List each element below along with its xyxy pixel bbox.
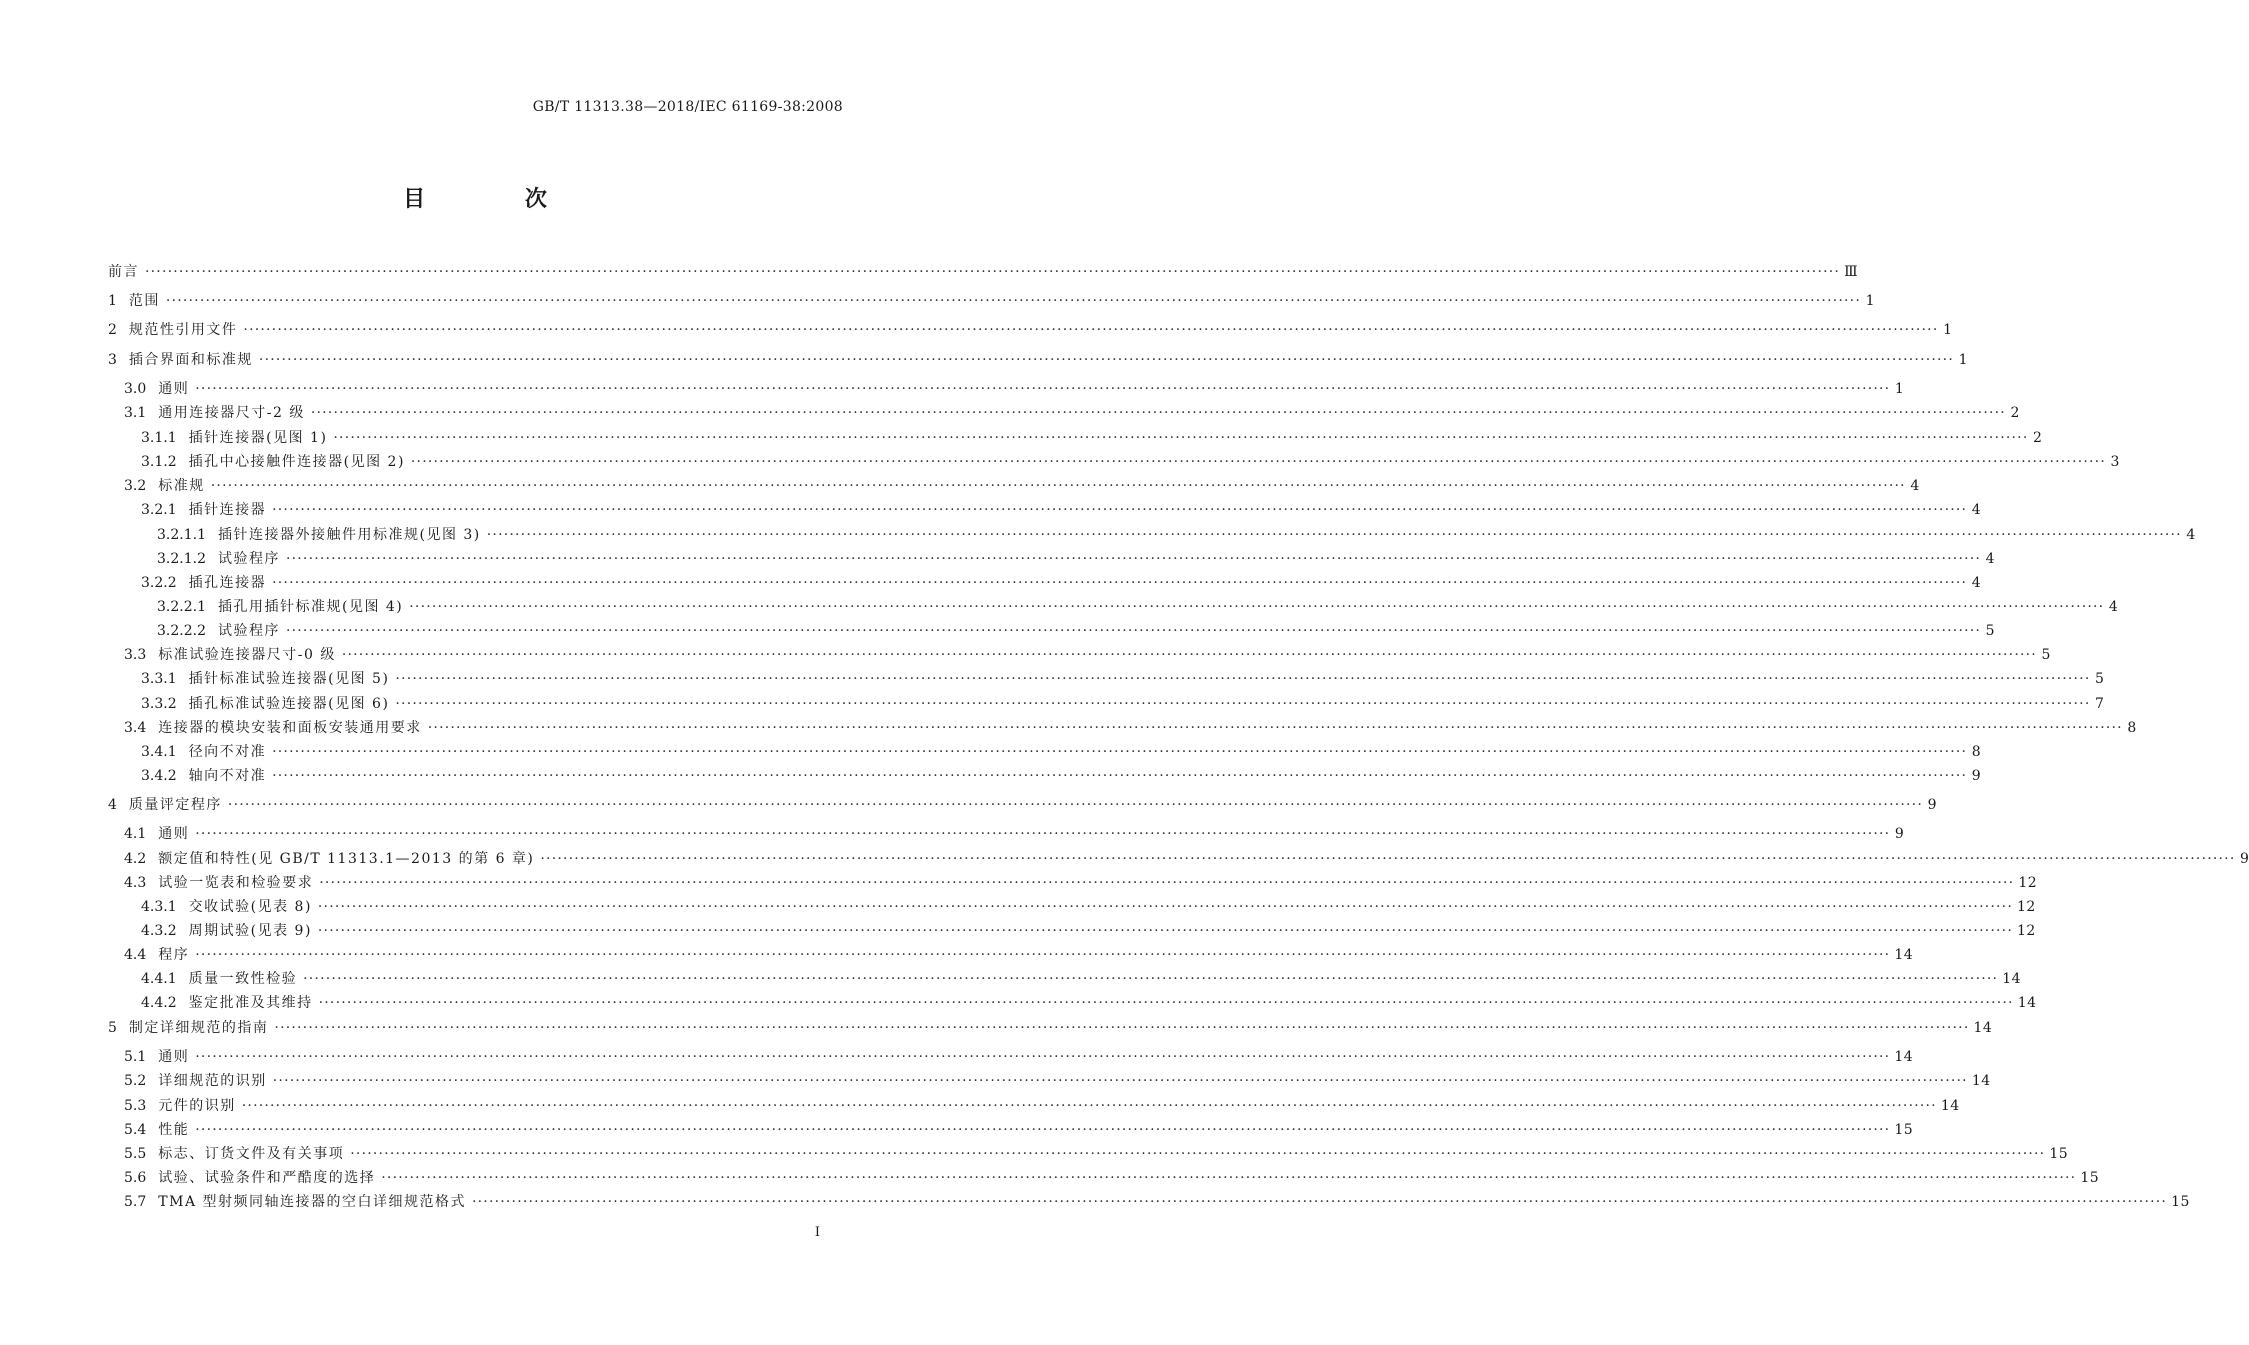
toc-entry-title: 制定详细规范的指南 <box>128 1020 269 1036</box>
toc-entry-title: 插针连接器外接触件用标准规(见图 3) <box>217 527 481 543</box>
toc-entry-page: 15 <box>2171 1194 2190 1210</box>
toc-entry[interactable] <box>141 969 2022 989</box>
toc-entry-number: 3.2.2.2 <box>157 623 206 639</box>
toc-entry-title: 规范性引用文件 <box>128 322 238 338</box>
toc-entry-number: 4.3.2 <box>141 923 177 939</box>
dot-leader: ············································································································································································································································································································ <box>258 352 1954 368</box>
toc-entry-number: 3.3.1 <box>141 671 177 687</box>
toc-entry[interactable] <box>157 549 1996 569</box>
dot-leader: ············································································································································································································································································································ <box>317 923 2013 939</box>
toc-entry-number: 3.2.1.2 <box>157 551 206 567</box>
toc-entry-title: 插孔中心接触件连接器(见图 2) <box>188 454 405 470</box>
dot-leader: ············································································································································································································································································································ <box>472 1194 2168 1210</box>
dot-leader: ············································································································································································································································································································ <box>195 381 1891 397</box>
toc-entry-number: 3.3 <box>124 647 147 663</box>
toc-entry-title: 插孔用插针标准规(见图 4) <box>217 599 404 615</box>
toc-entry-number: 3.4 <box>124 720 147 736</box>
dot-leader: ············································································································································································································································································································ <box>195 1049 1891 1065</box>
toc-entry-title: 质量评定程序 <box>128 797 222 813</box>
dot-leader: ············································································································································································································································································································ <box>333 430 2029 446</box>
toc-entry[interactable] <box>108 795 1937 815</box>
toc-entry-title: 试验一览表和检验要求 <box>158 875 314 891</box>
dot-leader: ············································································································································································································································································································ <box>195 947 1891 963</box>
dot-leader: ············································································································································································································································································································ <box>274 1020 1970 1036</box>
toc-entry-number: 5.1 <box>124 1049 147 1065</box>
toc-entry-number: 3 <box>108 352 117 368</box>
toc-entry-page: 14 <box>1894 947 1914 963</box>
toc-entry-title: 径向不对准 <box>188 744 267 760</box>
toc-entry-page: 14 <box>1894 1049 1914 1065</box>
toc-entry[interactable] <box>124 1120 1914 1140</box>
toc-entry-number: 3.2.1.1 <box>157 527 206 543</box>
toc-entry-title: 通则 <box>158 826 190 842</box>
page-title: 目 次 <box>403 186 593 212</box>
toc-entry[interactable] <box>124 1096 1960 1116</box>
toc-entry[interactable] <box>141 428 2043 448</box>
toc-entry-page: 14 <box>1973 1020 1993 1036</box>
toc-entry-number: 3.2.2 <box>141 575 177 591</box>
toc-entry-title: 通用连接器尺寸-2 级 <box>158 405 305 421</box>
toc-entry-page: 7 <box>2095 696 2105 712</box>
toc-entry-number: 1 <box>108 293 117 309</box>
toc-entry[interactable] <box>124 1071 1991 1091</box>
dot-leader: ············································································································································································································································································································ <box>195 826 1891 842</box>
toc-entry-page: Ⅲ <box>1844 264 1859 280</box>
toc-entry-number: 3.1.1 <box>141 430 177 446</box>
toc-entry-title: 插孔连接器 <box>188 575 267 591</box>
dot-leader: ············································································································································································································································································································ <box>195 1122 1891 1138</box>
dot-leader: ············································································································································································································································································································ <box>243 322 1939 338</box>
dot-leader: ············································································································································································································································································································ <box>285 551 1982 567</box>
toc-entry-page: 2 <box>2010 405 2020 421</box>
toc-entry-number: 3.2.2.1 <box>157 599 206 615</box>
dot-leader: ············································································································································································································································································································ <box>272 744 1968 760</box>
toc-entry-number: 3.0 <box>124 381 147 397</box>
toc-entry-page: 15 <box>2080 1170 2100 1186</box>
toc-entry-title: 标准规 <box>158 478 205 494</box>
dot-leader: ············································································································································································································································································································ <box>540 851 2236 867</box>
toc-entry-title: 插孔标准试验连接器(见图 6) <box>188 696 390 712</box>
toc-entry-number: 5.6 <box>124 1170 147 1186</box>
dot-leader: ············································································································································································································································································································ <box>381 1170 2077 1186</box>
toc-entry-page: 12 <box>2016 923 2036 939</box>
toc-entry[interactable] <box>124 379 1905 399</box>
toc-entry-page: 4 <box>1971 502 1982 518</box>
toc-entry-title: 标志、订货文件及有关事项 <box>158 1146 345 1162</box>
toc-entry-page: 1 <box>1958 352 1968 368</box>
toc-entry-title: 程序 <box>158 947 190 963</box>
toc-entry-title: 插针连接器(见图 1) <box>188 430 328 446</box>
toc-entry[interactable] <box>124 403 2020 423</box>
toc-entry-title: 插针连接器 <box>188 502 267 518</box>
toc-entry[interactable] <box>124 824 1905 844</box>
toc-entry-title: 交收试验(见表 8) <box>188 899 312 915</box>
toc-entry[interactable] <box>124 1192 2190 1212</box>
toc-entry[interactable] <box>108 291 1875 311</box>
toc-entry-number: 4.4.1 <box>141 971 177 987</box>
toc-entry[interactable] <box>124 849 2249 869</box>
toc-entry[interactable] <box>141 742 1982 762</box>
toc-entry-title: 试验程序 <box>217 623 280 639</box>
toc-entry[interactable] <box>141 452 2120 472</box>
toc-entry-title: 轴向不对准 <box>188 768 267 784</box>
toc-entry[interactable] <box>108 350 1968 370</box>
dot-leader: ············································································································································································································································································································ <box>241 1098 1937 1114</box>
toc-entry[interactable] <box>157 597 2119 617</box>
toc-entry-title: 额定值和特性(见 GB/T 11313.1—2013 的第 6 章) <box>158 851 535 867</box>
dot-leader: ············································································································································································································································································································ <box>318 995 2014 1011</box>
toc-entry-title: 标准试验连接器尺寸-0 级 <box>158 647 336 663</box>
toc-entry-page: 4 <box>1910 478 1920 494</box>
toc-entry-page: 5 <box>1985 623 1996 639</box>
dot-leader: ············································································································································································································································································································ <box>341 647 2037 663</box>
toc-entry-page: 1 <box>1894 381 1905 397</box>
document-number-header <box>533 99 843 115</box>
toc-entry-number: 4.1 <box>124 826 147 842</box>
toc-entry-page: 14 <box>1940 1098 1960 1114</box>
toc-entry[interactable] <box>124 873 2038 893</box>
dot-leader: ············································································································································································································································································································ <box>427 720 2123 736</box>
toc-entry-page: 15 <box>1894 1122 1914 1138</box>
toc-entry-title: 插合界面和标准规 <box>128 352 253 368</box>
dot-leader: ············································································································································································································································································································ <box>210 478 1906 494</box>
toc-entry[interactable] <box>141 921 2036 941</box>
dot-leader: ············································································································································································································································································································ <box>272 502 1968 518</box>
toc-entry-page: 4 <box>1971 575 1982 591</box>
toc-entry-page: 5 <box>2095 671 2105 687</box>
dot-leader: ············································································································································································································································································································ <box>227 797 1923 813</box>
toc-entry-page: 8 <box>1971 744 1982 760</box>
toc-entry[interactable] <box>141 993 2037 1013</box>
toc-entry-page: 14 <box>2002 971 2022 987</box>
dot-leader: ············································································································································································································································································································ <box>317 899 2013 915</box>
dot-leader: ············································································································································································································································································································ <box>303 971 1999 987</box>
dot-leader: ············································································································································································································································································································ <box>486 527 2182 543</box>
toc-entry[interactable] <box>141 897 2036 917</box>
dot-leader: ············································································································································································································································································································ <box>410 454 2106 470</box>
toc-entry[interactable] <box>108 262 1859 282</box>
toc-entry-page: 3 <box>2110 454 2120 470</box>
toc-entry-page: 4 <box>1985 551 1996 567</box>
toc-entry[interactable] <box>141 500 1982 520</box>
toc-entry-number: 4.4 <box>124 947 147 963</box>
toc-entry-number: 4.4.2 <box>141 995 177 1011</box>
dot-leader: ············································································································································································································································································································ <box>319 875 2015 891</box>
dot-leader: ············································································································································································································································································································ <box>285 623 1982 639</box>
toc-entry[interactable] <box>124 476 1920 496</box>
toc-entry-number: 3.3.2 <box>141 696 177 712</box>
toc-entry-title: TMA 型射频同轴连接器的空白详细规范格式 <box>158 1194 466 1210</box>
toc-entry-number: 5.2 <box>124 1073 147 1089</box>
dot-leader: ············································································································································································································································································································ <box>350 1146 2046 1162</box>
toc-entry-page: 9 <box>1971 768 1982 784</box>
toc-entry[interactable] <box>141 694 2105 714</box>
toc-entry-number: 3.1 <box>124 405 147 421</box>
toc-entry-page: 2 <box>2033 430 2043 446</box>
toc-entry-title: 详细规范的识别 <box>158 1073 267 1089</box>
toc-entry[interactable] <box>141 766 1982 786</box>
toc-entry[interactable] <box>124 1047 1914 1067</box>
toc-entry-page: 1 <box>1865 293 1875 309</box>
toc-entry-number: 2 <box>108 322 117 338</box>
toc-entry-title: 试验、试验条件和严酷度的选择 <box>158 1170 376 1186</box>
toc-entry-title: 通则 <box>158 1049 190 1065</box>
toc-entry-page: 8 <box>2127 720 2137 736</box>
toc-entry[interactable] <box>141 573 1982 593</box>
toc-entry-page: 12 <box>2018 875 2038 891</box>
dot-leader: ············································································································································································································································································································ <box>272 1073 1968 1089</box>
dot-leader: ············································································································································································································································································································ <box>165 293 1861 309</box>
toc-entry-title: 试验程序 <box>217 551 280 567</box>
toc-entry-title: 通则 <box>158 381 190 397</box>
toc-entry[interactable] <box>124 945 1914 965</box>
toc-entry-number: 5.3 <box>124 1098 147 1114</box>
dot-leader: ············································································································································································································································································································ <box>272 575 1968 591</box>
toc-entry-number: 5.5 <box>124 1146 147 1162</box>
toc-entry-page: 9 <box>1927 797 1937 813</box>
toc-entry-number: 5 <box>108 1020 117 1036</box>
toc-entry-page: 4 <box>2108 599 2119 615</box>
toc-entry[interactable] <box>108 320 1953 340</box>
toc-entry-page: 14 <box>2017 995 2037 1011</box>
toc-entry-page: 15 <box>2049 1146 2069 1162</box>
toc-entry-number: 4.3 <box>124 875 147 891</box>
toc-entry-title: 周期试验(见表 9) <box>188 923 312 939</box>
toc-entry-page: 14 <box>1971 1073 1991 1089</box>
toc-entry-page: 4 <box>2186 527 2196 543</box>
toc-entry-page: 5 <box>2041 647 2051 663</box>
toc-entry-number: 3.4.2 <box>141 768 177 784</box>
toc-entry-number: 3.1.2 <box>141 454 177 470</box>
toc-entry-title: 性能 <box>158 1122 190 1138</box>
dot-leader: ············································································································································································································································································································ <box>272 768 1968 784</box>
toc-entry-number: 3.4.1 <box>141 744 177 760</box>
toc-entry-number: 4.3.1 <box>141 899 177 915</box>
toc-entry-page: 12 <box>2016 899 2036 915</box>
toc-entry-number: 5.4 <box>124 1122 147 1138</box>
toc-entry-title: 范围 <box>128 293 160 309</box>
toc-entry[interactable] <box>157 621 1996 641</box>
toc-entry[interactable] <box>124 1144 2069 1164</box>
page-number: Ⅰ <box>814 1225 820 1240</box>
toc-entry[interactable] <box>124 718 2137 738</box>
dot-leader: ············································································································································································································································································································ <box>409 599 2105 615</box>
toc-entry[interactable] <box>108 1018 1993 1038</box>
toc-entry[interactable] <box>124 1168 2100 1188</box>
toc-entry-number: 4 <box>108 797 117 813</box>
dot-leader: ············································································································································································································································································································ <box>310 405 2006 421</box>
toc-entry-title: 前言 <box>108 264 139 280</box>
dot-leader: ············································································································································································································································································································ <box>395 671 2091 687</box>
toc-entry-number: 3.2 <box>124 478 147 494</box>
toc-entry-number: 5.7 <box>124 1194 147 1210</box>
toc-entry-page: 9 <box>2240 851 2249 867</box>
toc-entry-number: 4.2 <box>124 851 147 867</box>
toc-entry[interactable] <box>141 669 2105 689</box>
toc-entry-title: 元件的识别 <box>158 1098 236 1114</box>
dot-leader: ············································································································································································································································································································ <box>145 264 1841 280</box>
toc-entry-title: 连接器的模块安装和面板安装通用要求 <box>158 720 422 736</box>
toc-entry[interactable] <box>157 525 2196 545</box>
toc-entry[interactable] <box>124 645 2051 665</box>
toc-entry-title: 插针标准试验连接器(见图 5) <box>188 671 390 687</box>
toc-entry-number: 3.2.1 <box>141 502 177 518</box>
toc-entry-title: 质量一致性检验 <box>188 971 298 987</box>
toc-entry-page: 1 <box>1943 322 1953 338</box>
dot-leader: ············································································································································································································································································································ <box>395 696 2091 712</box>
document-number: GB/T 11313.38—2018/IEC 61169-38:2008 <box>532 99 843 115</box>
toc-entry-page: 9 <box>1894 826 1905 842</box>
toc-entry-title: 鉴定批准及其维持 <box>188 995 313 1011</box>
